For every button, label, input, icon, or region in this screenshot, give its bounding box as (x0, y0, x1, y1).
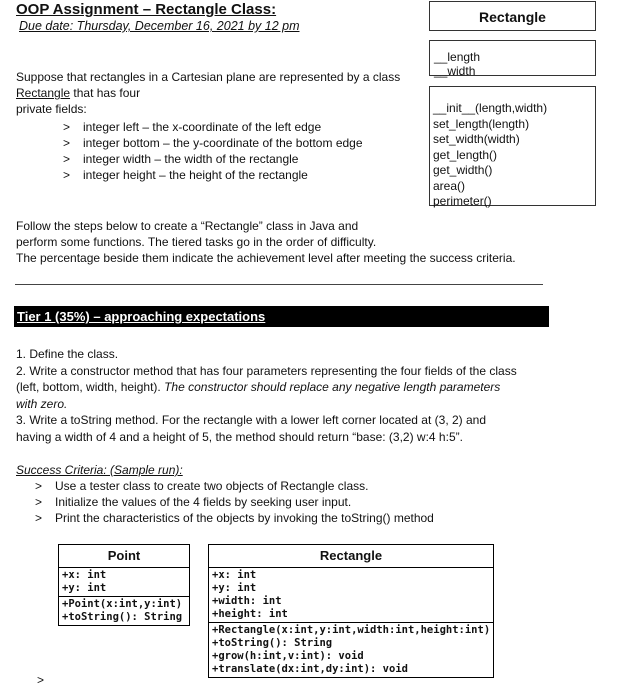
tier-steps (16, 346, 576, 445)
fields-list (63, 119, 423, 183)
uml-method: get_length() (433, 147, 498, 162)
uml-method: +grow(h:int,v:int): void (212, 650, 364, 662)
bullet-arrow-icon: > (35, 479, 43, 493)
uml-methods (59, 596, 189, 625)
due-date: Due date: Thursday, December 16, 2021 by 12 pm (19, 19, 300, 33)
uml-method: __init__(length,width) (433, 101, 548, 115)
step-italic: with zero. (16, 396, 68, 411)
list-item (63, 151, 423, 167)
uml-attribute: +y: int (62, 582, 107, 594)
success-heading (16, 462, 183, 478)
uml-method: +toString(): String (212, 637, 333, 649)
uml-title-box (429, 1, 596, 31)
uml-attribute: +height: int (212, 608, 288, 620)
step-line (16, 396, 576, 413)
success-item: Initialize the values of the 4 fields by seeking user input. (55, 495, 352, 509)
tier-label: Tier 1 (35%) – approaching expectations (17, 309, 266, 324)
success-item: Print the characteristics of the objects by invoking the toString() method (55, 511, 434, 525)
intro-text: that has four (70, 86, 141, 100)
list-item (63, 135, 423, 151)
step-line: 1. Define the class. (16, 347, 119, 361)
uml-method: area() (433, 178, 466, 193)
tier-heading (14, 306, 549, 327)
uml-attribute: +x: int (62, 569, 107, 581)
uml-methods-box (429, 86, 596, 206)
bullet-arrow-icon: > (35, 495, 43, 509)
intro-line: Suppose that rectangles in a Cartesian plane are represented by a class (16, 70, 401, 84)
divider (15, 284, 543, 285)
step-line (16, 379, 576, 396)
uml-attributes (209, 568, 493, 622)
bullet-arrow-icon: > (63, 120, 71, 134)
uml-method: +translate(dx:int,dy:int): void (212, 663, 408, 675)
bullet-arrow-icon: > (63, 136, 71, 150)
uml-method: set_width(width) (433, 132, 520, 146)
trailing-arrow-icon: > (37, 673, 45, 687)
list-item (35, 478, 535, 494)
uml-method: +Rectangle(x:int,y:int,width:int,height:int) (212, 624, 491, 636)
paragraph-line: perform some functions. The tiered tasks go in the order of difficulty. (16, 235, 377, 249)
intro-line (16, 85, 421, 101)
uml-attributes (59, 568, 189, 596)
uml-method: set_length(length) (433, 116, 530, 131)
success-heading-text: Success Criteria: (Sample run): (16, 463, 183, 477)
uml-attributes-box (429, 40, 596, 76)
field-text: integer left – the x-coordinate of the left edge (83, 120, 322, 134)
field-text: integer height – the height of the rectangle (83, 168, 308, 182)
step-line: 2. Write a constructor method that has four parameters representing the four fields of the class (16, 363, 517, 378)
uml-attribute: __length (434, 50, 481, 64)
uml-attribute: +y: int (212, 582, 257, 594)
step-line: having a width of 4 and a height of 5, the method should return “base: (3,2) w:4 h:5”. (16, 429, 463, 444)
paragraph-line: The percentage beside them indicate the achievement level after meeting the success criteria. (16, 251, 516, 265)
uml-class-name: Rectangle (209, 545, 493, 568)
rectangle-link[interactable]: Rectangle (16, 86, 71, 100)
bullet-arrow-icon: > (63, 168, 71, 182)
uml-class-name: Rectangle (479, 9, 546, 25)
paragraph-line: Follow the steps below to create a “Rectangle” class in Java and (16, 219, 359, 233)
uml-attribute: +width: int (212, 595, 282, 607)
assignment-title: OOP Assignment – Rectangle Class: (16, 1, 277, 18)
list-item (63, 167, 423, 183)
uml-method: get_width() (433, 163, 493, 177)
uml-rectangle-class (208, 544, 494, 678)
uml-attribute: __width (434, 64, 476, 78)
step-line: 3. Write a toString method. For the rectangle with a lower left corner located at (3, 2) and (16, 413, 487, 427)
uml-attribute: +x: int (212, 569, 257, 581)
success-list (35, 478, 535, 526)
field-text: integer bottom – the y-coordinate of the bottom edge (83, 136, 363, 150)
list-item (63, 119, 423, 135)
list-item (35, 510, 535, 526)
uml-method: +Point(x:int,y:int) (62, 598, 183, 610)
bullet-arrow-icon: > (35, 511, 43, 525)
uml-rectangle-top (427, 0, 598, 206)
step-italic: The constructor should replace any negative length parameters (164, 380, 501, 394)
list-item (35, 494, 535, 510)
follow-paragraph (16, 218, 576, 266)
uml-point-class (58, 544, 190, 626)
step-text: (left, bottom, width, height). (16, 380, 165, 394)
success-item: Use a tester class to create two objects of Rectangle class. (55, 479, 369, 493)
bullet-arrow-icon: > (63, 152, 71, 166)
intro-line: private fields: (16, 102, 87, 116)
uml-class-name: Point (59, 545, 189, 568)
intro-paragraph (16, 69, 421, 117)
uml-method: perimeter() (433, 194, 492, 208)
uml-method: +toString(): String (62, 611, 183, 623)
field-text: integer width – the width of the rectangle (83, 152, 299, 166)
uml-methods (209, 622, 493, 677)
